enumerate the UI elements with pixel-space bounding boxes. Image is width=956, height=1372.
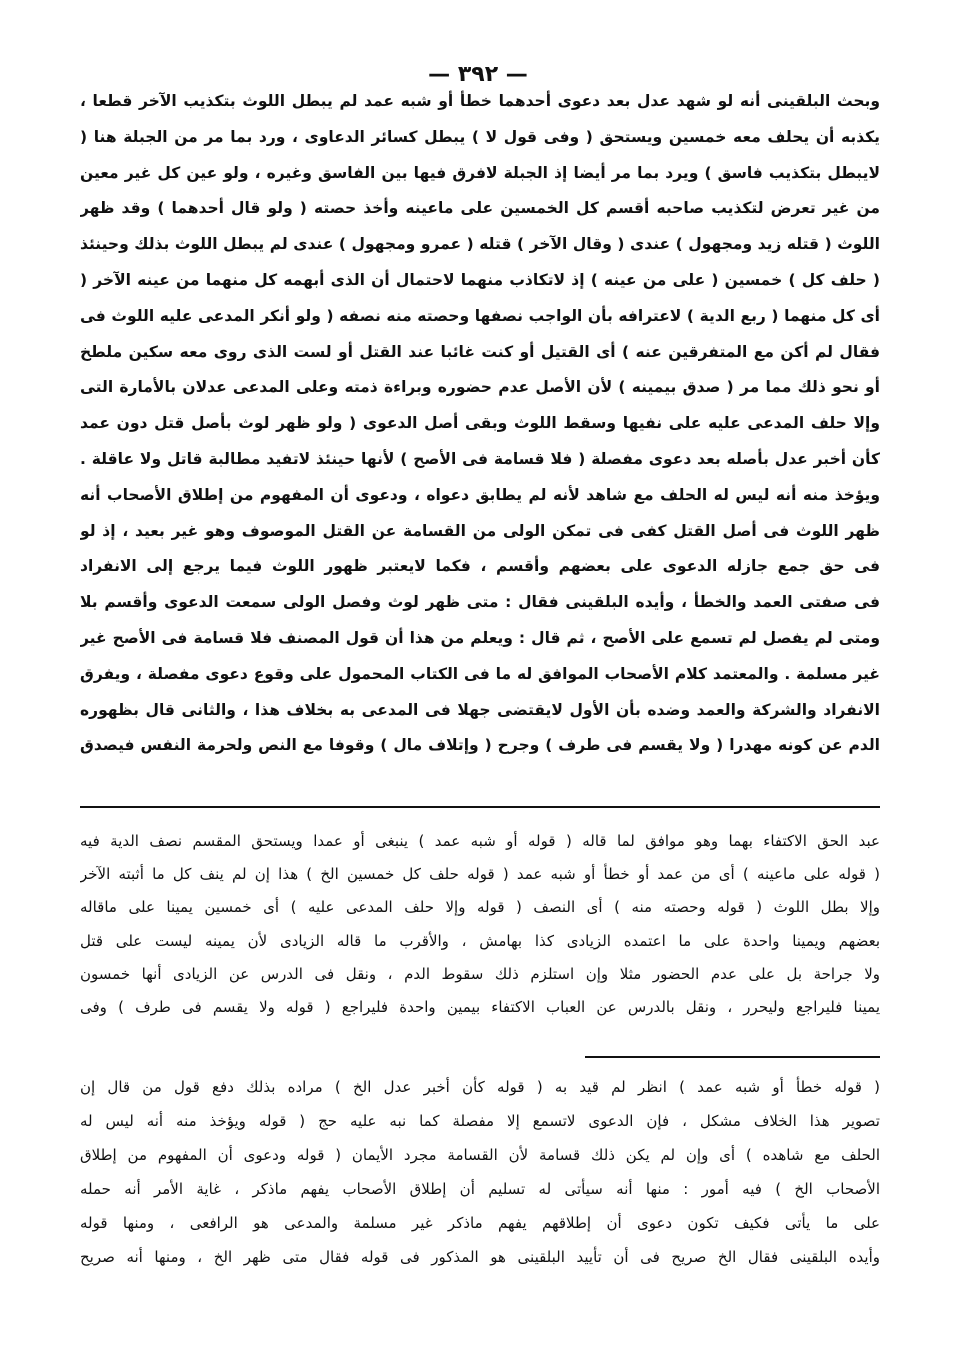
footnote-divider [80,806,880,808]
text-line: الحلف مع شاهده ) أى وإن لم يكن ذلك قسامة لأن القسامة مجرد الأيمان ( قوله ودعوى أن المفهوم من إطلاق [80,1146,880,1164]
text-line: ويؤخذ منه أنه ليس له الحلف مع شاهد لأنه لم يطابق دعواه ، ودعوى أن المفهوم من إطلاق الأصحاب أنه [80,485,880,504]
text-line: من غير تعرض لتكذيب صاحبه أقسم كل الخمسين على ماعينه وأخذ حصته ( ولو قال أحدهما ) وقد ظهر [80,199,880,218]
text-line: اللوث ( قتله زيد ومجهول ) عندى ( وقال الآخر ) قتله ( عمرو ومجهول ) عندى لم يبطل اللوث بذلك وحينئذ [80,235,880,254]
text-line: وبحث البلقينى أنه لو شهد عدل بعد دعوى أحدهما خطأ أو شبه عمد لم يبطل اللوث بتكذيب الآخر قطعا ، [80,92,880,110]
text-line: الدم عن كونه مهدرا ( ولا يقسم فى طرف ) وجرح ( وإتلاف مال ) وقوفا مع النص ولحرمة النفس فيصدق [80,736,880,755]
text-line: تصوير هذا الخلاف مشكل ، فإن الدعوى لاتسمع إلا مفصلة كما نبه عليه حج ( قوله ويؤخذ منه أنه ليس له [80,1112,880,1130]
text-line: غير مسلمة . والمعتمد كلام الأصحاب الموافق له ما فى الكتاب المحمول على وقوع دعوى مفصلة ، ويفرق [80,664,880,683]
text-line: يمينا فليراجع وليحرر ، ونقل بالدرس عن العباب الاكتفاء بيمين واحدة فليراجع ( قوله ولا يقسم فى طرف ) وفى [80,998,880,1016]
text-line: وإلا بطل اللوث ( قوله وحصته منه ) أى النصف ( قوله وإلا حلف المدعى عليه ) أى خمسين يمينا على ماقاله [80,898,880,917]
text-line: أى كل منهما ( ربع الدية ) لاعترافه بأن الواجب نصفها وحصته منه نصفه ( ولو أنكر المدعى عليه اللوث فى [80,306,880,325]
text-line: وإلا حلف المدعى عليه على نفيها وسقط اللوث وبقى أصل الدعوى ( ولو ظهر لوث بأصل قتل دون عمد [80,414,880,433]
text-line: كأن أخبر عدل بأصله بعد دعوى مفصلة ( فلا قسامة فى الأصح ) لأنها حينئذ لاتفيد مطالبة قاتل ولا عاقلة . [80,450,880,468]
page-number: — ٣٩٢ — [428,62,528,87]
text-line: فى صفتى العمد والخطأ ، وأيده البلقينى فقال : متى ظهر لوث وفصل الولى سمعت الدعوى وأقسم بلا [80,593,880,612]
text-line: بعضهم ويمينا واحدة على ما اعتمده الزيادى كذا بهامش ، والأقرب ما قاله الزيادى لأن يمينه ليست على قتل [80,931,880,950]
text-line: عبد الحق الاكتفاء بهما وهو موافق لما قاله ( قوله أو شبه عمد ) ينبغى أو عمدا ويستحق المقسم نصف الدية فيه [80,832,880,850]
text-line: الانفراد والشركة والعمد وضده بأن الأول لايقتضى جهلا فى المدعى به بخلاف هذا ، والثانى قال بظهوره [80,700,880,719]
text-line: ولا جراحة بل على عدم الحضور مثلا وإن استلزم ذلك سقوط الدم ، ونقل فى الدرس عن الزيادى أنها خمسون [80,964,880,983]
text-line: أو نحو ذلك مما مر ( صدق بيمينه ) لأن الأصل عدم حضوره وبراءة ذمته وعلى المدعى عدلان بالأمارة التى [80,378,880,397]
text-line: وأيده البلقينى فقال الخ صريح فى أن تأييد البلقينى هو المذكور فى قوله فقال متى ظهر الخ ، ومنها أنه صريح [80,1248,880,1266]
text-line: يكذبه أن يحلف معه خمسين ويستحق ( وفى قول لا ) يبطل كسائر الدعاوى ، ورد بما مر من الجبلة هنا ( [80,127,880,146]
text-line: ( حلف كل ) خمسين ( على من عينه ) إذ لاتكاذب منهما لاحتمال أن الذى أبهمه كل منهما من عينه الآخر ( [80,271,880,289]
text-line: ظهر اللوث فى أصل القتل كفى فى تمكن الولى من القسامة عن القتل الموصوف وهو غير بعيد ، إذ لو [80,521,880,540]
text-line: لايبطل بتكذيب فاسق ) ويرد بما مر أيضا إذ الجبلة لافرق فيها بين الفاسق وغيره ، ولو عين كل غير معين [80,163,880,182]
text-line: ( قوله على ماعينه ) أى من عمد أو خطأ أو شبه عمد ( قوله حلف كل خمسين الخ ) هذا إن لم ينف كل ما أثبته الآخر [80,865,880,884]
footnote-divider-short [585,1056,880,1058]
text-line: ومتى لم يفصل لم تسمع على الأصح ، ثم قال : ويعلم من هذا أن قول المصنف فلا قسامة فى الأصح غير [80,629,880,647]
text-line: فقال لم أكن مع المتفرقين عنه ) أى القتيل أو كنت غائبا عند القتل أو لست الذى روى معه سكين ملطخ [80,342,880,361]
text-line: فى حق جمع جازله الدعوى على بعضهم وأقسم ، فكما لايعتبر ظهور اللوث فيما يرجع إلى الانفراد [80,557,880,576]
text-line: الأصحاب الخ ) فيه أمور : منها أنه سيأتى له تسليم أن إطلاق الأصحاب يفهم ماذكر ، غاية الأمر أنه حمله [80,1180,880,1198]
text-line: ( قوله خطأ أو شبه عمد ) انظر لم قيد به ( قوله كأن أخبر عدل الخ ) مراده بذلك دفع قول من قال إن [80,1078,880,1096]
text-line: على ما يأتى فكيف تكون دعوى أن إطلاقهم يفهم ماذكر غير مسلمة والمدعى هو الرافعى ، ومنها قوله [80,1214,880,1232]
